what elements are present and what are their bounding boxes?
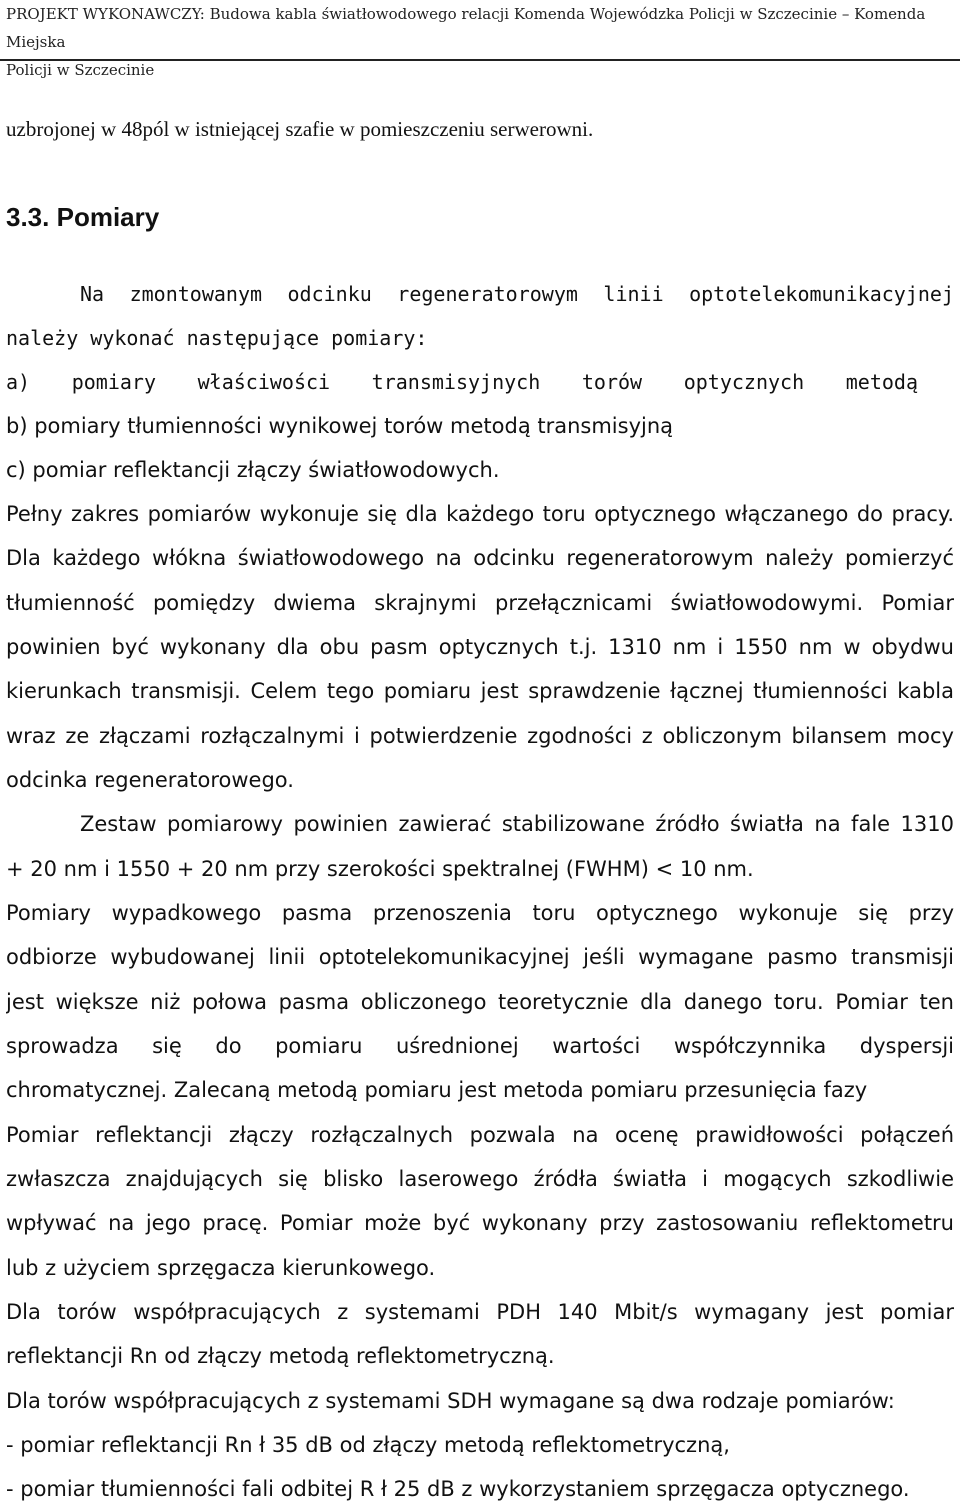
header-line-1: PROJEKT WYKONAWCZY: Budowa kabla światłowodowego relacji Komenda Wojewódzka Policji w Szczecinie – Komenda Miejska [6,5,926,51]
intro-line: uzbrojonej w 48pól w istniejącej szafie w pomieszczeniu serwerowni. [6,117,594,141]
paragraph-line: lub z użyciem sprzęgacza kierunkowego. [6,1256,436,1280]
paragraph-line: wpływać na jego pracę. Pomiar może być wykonany przy zastosowaniu reflektometru [6,1211,954,1235]
paragraph-line: powinien być wykonany dla obu pasm optycznych t.j. 1310 nm i 1550 nm w obydwu [6,635,954,659]
paragraph-line: sprowadza się do pomiaru uśrednionej wartości współczynnika dyspersji [6,1034,954,1058]
paragraph-line: Zestaw pomiarowy powinien zawierać stabilizowane źródło światła na fale 1310 [80,812,954,836]
paragraph-line: zwłaszcza znajdujących się blisko laserowego źródła światła i mogących szkodliwie [6,1167,954,1191]
list-item-dash: - pomiar tłumienności fali odbitej R ł 25 dB z wykorzystaniem sprzęgacza optycznego. [6,1477,910,1501]
header-line-2: Policji w Szczecinie [6,61,155,79]
paragraph-line: Dla każdego włókna światłowodowego na odcinku regeneratorowym należy pomierzyć [6,546,954,570]
paragraph-line: kierunkach transmisji. Celem tego pomiaru jest sprawdzenie łącznej tłumienności kabla [6,679,954,703]
paragraph-line: chromatycznej. Zalecaną metodą pomiaru jest metoda pomiaru przesunięcia fazy [6,1078,868,1102]
header-divider [0,59,960,61]
paragraph-line: Dla torów współpracujących z systemami PDH 140 Mbit/s wymagany jest pomiar [6,1300,954,1324]
paragraph-line: Na zmontowanym odcinku regeneratorowym linii optotelekomunikacyjnej [80,282,954,306]
paragraph-line: tłumienność pomiędzy dwiema skrajnymi przełącznicami światłowodowymi. Pomiar [6,591,954,615]
section-number: 3.3. [6,202,50,232]
paragraph-line: należy wykonać następujące pomiary: [6,326,428,350]
list-item-c: c) pomiar reflektancji złączy światłowodowych. [6,458,500,482]
paragraph-line: Dla torów współpracujących z systemami SDH wymagane są dwa rodzaje pomiarów: [6,1389,895,1413]
paragraph-line: jest większe niż połowa pasma obliczonego teoretycznie dla danego toru. Pomiar ten [6,990,954,1014]
section-title: Pomiary [56,202,160,232]
page-header [6,0,954,84]
list-item-dash: - pomiar reflektancji Rn ł 35 dB od złączy metodą reflektometryczną, [6,1433,730,1457]
section-heading [6,201,954,233]
paragraph-line: Pełny zakres pomiarów wykonuje się dla każdego toru optycznego włączanego do pracy. [6,502,954,526]
paragraph-line: Pomiary wypadkowego pasma przenoszenia toru optycznego wykonuje się przy [6,901,954,925]
paragraph-line: wraz ze złączami rozłączalnymi i potwierdzenie zgodności z obliczonym bilansem mocy [6,724,954,748]
paragraph-line: reflektancji Rn od złączy metodą reflektometryczną. [6,1344,555,1368]
paragraph-line: Pomiar reflektancji złączy rozłączalnych pozwala na ocenę prawidłowości połączeń [6,1123,954,1147]
paragraph-line: odbiorze wybudowanej linii optotelekomunikacyjnej jeśli wymagane pasmo transmisji [6,945,954,969]
list-item-b: b) pomiary tłumienności wynikowej torów metodą transmisyjną [6,414,674,438]
paragraph-line: odcinka regeneratorowego. [6,768,294,792]
list-item-a: a) pomiary właściwości transmisyjnych torów optycznych metodą [6,370,918,394]
paragraph-line: + 20 nm i 1550 + 20 nm przy szerokości spektralnej (FWHM) < 10 nm. [6,857,754,881]
